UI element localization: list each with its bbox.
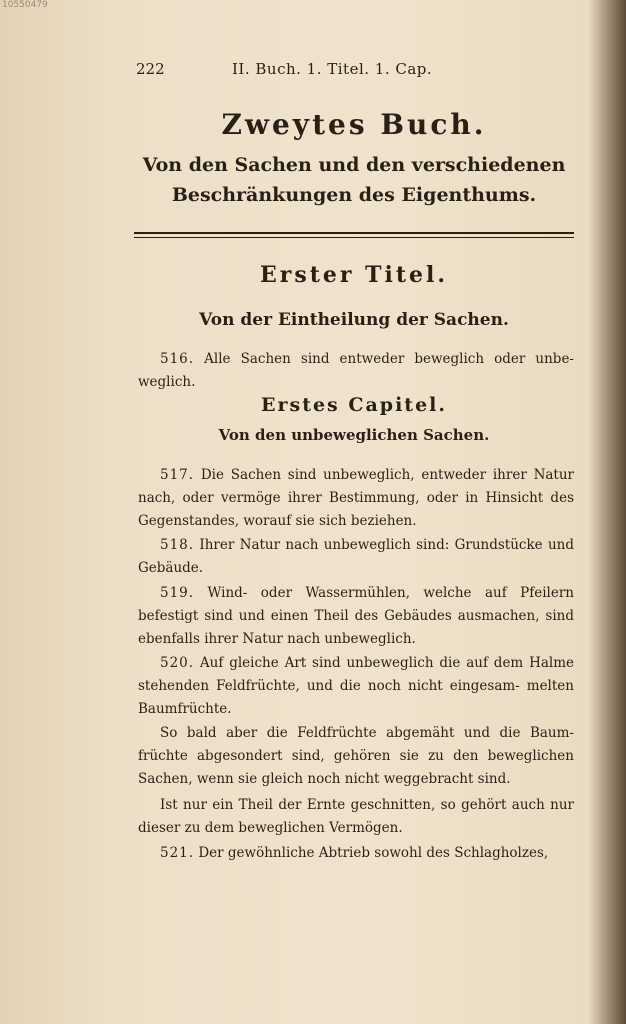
double-rule-bottom	[134, 237, 574, 238]
paragraph-518	[138, 534, 574, 580]
paragraph-text: Die Sachen sind unbeweglich, entweder ihrer Natur nach, oder vermöge ihrer Bestimmung, oder in Hinsicht des Gegenstandes, worauf sie sich beziehen.	[138, 467, 574, 529]
title-subheading: Von der Eintheilung der Sachen.	[199, 310, 509, 330]
corner-stamp: 10550479	[2, 0, 48, 10]
paragraph-517	[138, 464, 574, 533]
paragraph-520	[138, 652, 574, 721]
paragraph-text: Ist nur ein Theil der Ernte geschnitten, so gehört auch nur dieser zu dem beweglichen Vermögen.	[138, 797, 574, 836]
double-rule-top	[134, 232, 574, 234]
paragraph-text: Auf gleiche Art sind unbeweglich die auf dem Halme stehenden Feldfrüchte, und die noch nicht eingesam- melten Baumfrüchte.	[138, 655, 575, 717]
paragraph-number: 521.	[160, 845, 195, 861]
paragraph-text: Wind- oder Wassermühlen, welche auf Pfeilern befestigt sind und einen Theil des Gebäudes ausmachen, sind ebenfalls ihrer Natur nach unbeweglich.	[138, 585, 575, 647]
paragraph-text: Der gewöhnliche Abtrieb sowohl des Schlagholzes,	[198, 845, 549, 861]
paragraph-number: 518.	[160, 537, 195, 553]
paragraph-number: 517.	[160, 467, 195, 483]
paragraph-text: Ihrer Natur nach unbeweglich sind: Grundstücke und Gebäude.	[138, 537, 574, 576]
paragraph-number: 520.	[160, 655, 195, 671]
paragraph-520-cont-2	[138, 794, 574, 840]
book-subtitle-line-2: Beschränkungen des Eigenthums.	[171, 184, 537, 206]
chapter-subheading: Von den unbeweglichen Sachen.	[218, 426, 490, 444]
paragraph-521	[138, 842, 574, 865]
section-number: 516.	[160, 351, 195, 367]
chapter-heading: Erstes Capitel.	[261, 394, 447, 416]
book-subtitle-line-1: Von den Sachen und den verschiedenen	[142, 154, 566, 176]
running-title: II. Buch. 1. Titel. 1. Cap.	[232, 60, 433, 78]
paragraph-520-cont-1	[138, 722, 574, 791]
page-number: 222	[136, 60, 165, 78]
section-text: Alle Sachen sind entweder beweglich oder unbe- weglich.	[138, 351, 574, 390]
running-header	[136, 60, 576, 82]
section-516	[138, 348, 574, 394]
title-heading: Erster Titel.	[259, 262, 449, 288]
book-title: Zweytes Buch.	[221, 108, 487, 141]
paragraph-519	[138, 582, 574, 651]
paragraph-number: 519.	[160, 585, 195, 601]
paragraph-text: So bald aber die Feldfrüchte abgemäht und die Baum- früchte abgesondert sind, gehören sie zu den beweglichen Sachen, wenn sie gleich noch nicht weggebracht sind.	[138, 725, 574, 787]
